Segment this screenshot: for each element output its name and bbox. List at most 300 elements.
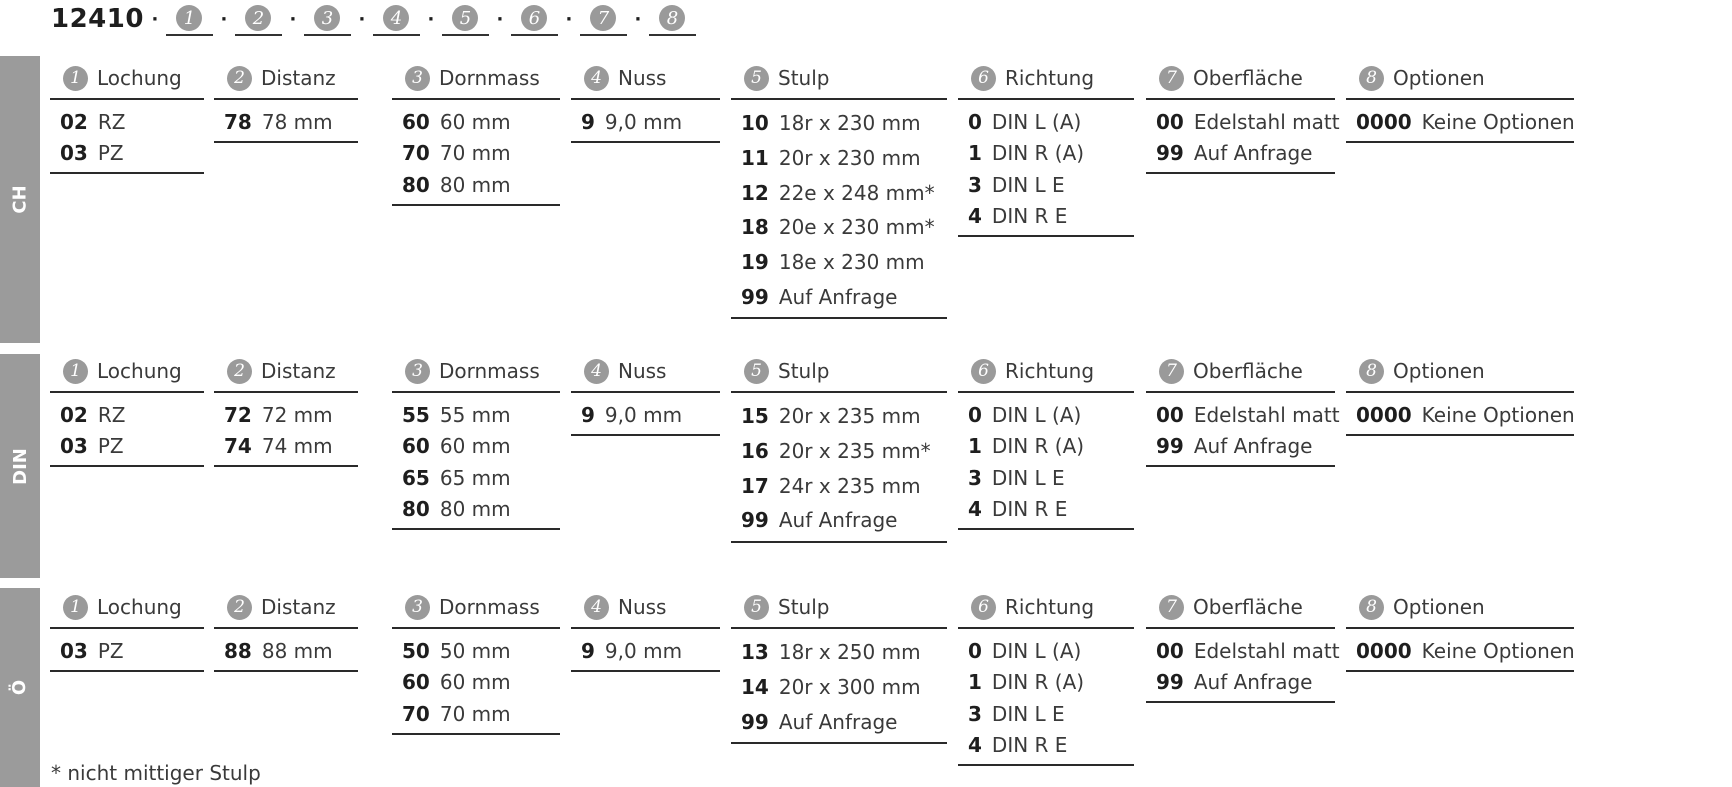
option-column [1346, 58, 1574, 143]
column-body [1346, 100, 1574, 143]
option-column [214, 58, 358, 143]
option-text: 9,0 mm [604, 109, 683, 134]
column-body [1146, 629, 1340, 703]
option-code: 18 [741, 215, 769, 240]
option-row [968, 667, 1134, 699]
option-code: 00 [1156, 638, 1184, 663]
separator-dot: · [151, 8, 159, 30]
column-header-label: Oberfläche [1193, 66, 1303, 90]
separator-dot: · [220, 8, 228, 30]
option-row [1356, 399, 1574, 431]
column-header [1146, 58, 1335, 100]
option-column [392, 587, 560, 735]
option-row [968, 399, 1134, 431]
option-code: 1 [968, 670, 982, 695]
option-code: 78 [224, 109, 252, 134]
column-header [731, 587, 947, 629]
option-row [741, 279, 947, 314]
option-column [958, 587, 1134, 766]
section-label-text: Ö [9, 679, 31, 696]
option-row [1356, 106, 1574, 138]
column-header [50, 587, 204, 629]
separator-dot: · [358, 8, 366, 30]
option-row [402, 494, 560, 526]
option-column [392, 351, 560, 530]
column-header-label: Dornmass [439, 359, 540, 383]
option-column [731, 58, 947, 319]
option-row [968, 462, 1134, 494]
column-number-icon: 2 [227, 66, 252, 91]
column-header [958, 351, 1134, 393]
option-text: Keine Optionen [1421, 638, 1575, 663]
option-row [1156, 106, 1340, 138]
column-header-label: Optionen [1393, 595, 1485, 619]
option-row [741, 468, 947, 503]
option-column [731, 587, 947, 744]
option-row [968, 698, 1134, 730]
option-column [50, 587, 204, 672]
option-row [741, 210, 947, 245]
option-code: 00 [1156, 109, 1184, 134]
column-body [731, 393, 947, 543]
option-code: 11 [741, 146, 769, 171]
option-code: 02 [60, 109, 88, 134]
option-text: Keine Optionen [1421, 402, 1575, 427]
column-header [50, 351, 204, 393]
column-number-icon: 6 [971, 595, 996, 620]
separator-dot: · [634, 8, 642, 30]
option-column [571, 58, 720, 143]
column-header [214, 351, 358, 393]
column-number-icon: 5 [744, 66, 769, 91]
column-header [50, 58, 204, 100]
option-column [1146, 58, 1340, 174]
column-body [1346, 629, 1574, 672]
option-row [741, 106, 947, 141]
column-number-icon: 5 [744, 595, 769, 620]
option-code: 50 [402, 638, 430, 663]
slot-2 [235, 2, 282, 36]
column-number-icon: 7 [1159, 595, 1184, 620]
column-number-icon: 1 [63, 595, 88, 620]
slot-number-icon: 7 [590, 5, 616, 31]
footnote: * nicht mittiger Stulp [51, 761, 261, 785]
column-number-icon: 7 [1159, 359, 1184, 384]
option-text: 78 mm [261, 109, 333, 134]
column-number-icon: 4 [584, 359, 609, 384]
column-header [958, 587, 1134, 629]
option-row [968, 431, 1134, 463]
option-text: DIN L (A) [991, 109, 1082, 134]
option-column [1146, 587, 1340, 703]
option-row [224, 431, 358, 463]
option-text: DIN R (A) [991, 141, 1085, 166]
option-row [741, 175, 947, 210]
column-body [392, 629, 560, 735]
column-header-label: Nuss [618, 595, 667, 619]
option-row [741, 503, 947, 538]
option-code: 60 [402, 434, 430, 459]
option-row [60, 431, 204, 463]
column-header [1346, 58, 1574, 100]
option-code: 12 [741, 180, 769, 205]
section-label-text: DIN [9, 447, 31, 485]
option-text: Edelstahl matt [1193, 638, 1340, 663]
column-number-icon: 2 [227, 359, 252, 384]
column-header-label: Richtung [1005, 66, 1095, 90]
column-header-label: Nuss [618, 359, 667, 383]
column-header-label: Distanz [261, 595, 336, 619]
option-row [968, 106, 1134, 138]
column-header-label: Stulp [778, 595, 830, 619]
column-body [1146, 100, 1340, 174]
column-header [1346, 587, 1574, 629]
option-text: Edelstahl matt [1193, 402, 1340, 427]
column-header [571, 351, 720, 393]
column-header [392, 58, 560, 100]
option-code: 88 [224, 638, 252, 663]
option-text: 72 mm [261, 402, 333, 427]
option-code: 99 [741, 709, 769, 734]
option-text: DIN R E [991, 204, 1068, 229]
option-text: Auf Anfrage [778, 709, 898, 734]
column-header [392, 587, 560, 629]
slot-3 [304, 2, 351, 36]
column-header [1346, 351, 1574, 393]
option-row [402, 635, 560, 667]
column-header-label: Lochung [97, 595, 182, 619]
option-row [1156, 635, 1340, 667]
option-text: Auf Anfrage [778, 284, 898, 309]
column-header [731, 58, 947, 100]
option-code: 03 [60, 638, 88, 663]
option-row [741, 141, 947, 176]
option-row [968, 169, 1134, 201]
option-code: 3 [968, 701, 982, 726]
option-code: 99 [1156, 670, 1184, 695]
option-row [402, 399, 560, 431]
column-number-icon: 3 [405, 359, 430, 384]
option-column [958, 58, 1134, 237]
separator-dot: · [289, 8, 297, 30]
option-text: DIN L (A) [991, 638, 1082, 663]
option-code: 70 [402, 141, 430, 166]
option-code: 9 [581, 402, 595, 427]
column-body [571, 629, 720, 672]
slot-number-icon: 8 [659, 5, 685, 31]
column-body [214, 100, 358, 143]
option-row [224, 399, 358, 431]
option-column [1346, 587, 1574, 672]
option-text: 80 mm [439, 172, 511, 197]
option-row [402, 169, 560, 201]
option-text: 70 mm [439, 701, 511, 726]
option-code: 65 [402, 465, 430, 490]
option-code: 0000 [1356, 638, 1412, 663]
option-text: 18e x 230 mm [778, 250, 925, 275]
option-row [60, 138, 204, 170]
slot-6 [511, 2, 558, 36]
option-text: DIN L E [991, 465, 1065, 490]
section-label-text: CH [9, 185, 31, 214]
option-row [741, 704, 947, 739]
option-text: 20r x 230 mm [778, 146, 921, 171]
column-number-icon: 7 [1159, 66, 1184, 91]
option-row [968, 730, 1134, 762]
option-row [741, 635, 947, 670]
option-column [392, 58, 560, 206]
option-code: 0 [968, 638, 982, 663]
option-row [1356, 635, 1574, 667]
option-row [741, 245, 947, 280]
option-row [968, 635, 1134, 667]
option-row [402, 698, 560, 730]
option-code: 99 [741, 508, 769, 533]
separator-dot: · [565, 8, 573, 30]
option-text: 60 mm [439, 670, 511, 695]
column-body [958, 100, 1134, 237]
option-text: PZ [97, 638, 124, 663]
column-number-icon: 8 [1359, 359, 1384, 384]
column-header-label: Optionen [1393, 66, 1485, 90]
option-code: 1 [968, 141, 982, 166]
option-code: 0 [968, 109, 982, 134]
option-code: 15 [741, 404, 769, 429]
slot-number-icon: 5 [452, 5, 478, 31]
option-text: DIN R (A) [991, 670, 1085, 695]
option-row [741, 399, 947, 434]
option-code: 4 [968, 204, 982, 229]
column-number-icon: 5 [744, 359, 769, 384]
option-column [50, 58, 204, 174]
option-code: 0000 [1356, 109, 1412, 134]
option-row [741, 670, 947, 705]
column-number-icon: 6 [971, 66, 996, 91]
column-header [214, 58, 358, 100]
column-header-label: Oberfläche [1193, 595, 1303, 619]
option-code: 00 [1156, 402, 1184, 427]
option-row [1156, 667, 1335, 699]
separator-dot: · [496, 8, 504, 30]
option-text: Auf Anfrage [778, 508, 898, 533]
option-column [214, 587, 358, 672]
column-body [571, 393, 720, 436]
option-text: RZ [97, 402, 126, 427]
column-header [214, 587, 358, 629]
option-text: DIN L (A) [991, 402, 1082, 427]
option-code: 4 [968, 733, 982, 758]
option-text: 9,0 mm [604, 402, 683, 427]
option-text: 22e x 248 mm* [778, 180, 935, 205]
option-row [1156, 399, 1340, 431]
option-text: Keine Optionen [1421, 109, 1575, 134]
column-header [571, 587, 720, 629]
option-row [224, 635, 358, 667]
option-text: 20r x 235 mm [778, 404, 921, 429]
column-header-label: Lochung [97, 359, 182, 383]
option-text: 60 mm [439, 434, 511, 459]
section-label-0 [0, 56, 40, 343]
column-header-label: Optionen [1393, 359, 1485, 383]
option-text: PZ [97, 434, 124, 459]
column-number-icon: 1 [63, 359, 88, 384]
option-text: DIN R E [991, 733, 1068, 758]
option-text: 65 mm [439, 465, 511, 490]
column-header-label: Lochung [97, 66, 182, 90]
option-text: Edelstahl matt [1193, 109, 1340, 134]
option-text: PZ [97, 141, 124, 166]
option-text: 60 mm [439, 109, 511, 134]
option-code: 4 [968, 497, 982, 522]
option-code: 16 [741, 439, 769, 464]
column-body [1146, 393, 1340, 467]
option-row [402, 431, 560, 463]
column-number-icon: 2 [227, 595, 252, 620]
option-text: 18r x 230 mm [778, 111, 921, 136]
option-column [571, 587, 720, 672]
option-column [731, 351, 947, 543]
column-body [958, 629, 1134, 766]
option-row [968, 201, 1134, 233]
slot-number-icon: 2 [245, 5, 271, 31]
column-body [392, 100, 560, 206]
option-code: 55 [402, 402, 430, 427]
slot-7 [580, 2, 627, 36]
option-text: 20r x 235 mm* [778, 439, 931, 464]
column-body [214, 629, 358, 672]
column-header [571, 58, 720, 100]
option-text: 20e x 230 mm* [778, 215, 935, 240]
separator-dot: · [427, 8, 435, 30]
option-code: 02 [60, 402, 88, 427]
column-number-icon: 8 [1359, 595, 1384, 620]
column-header-label: Richtung [1005, 595, 1095, 619]
article-number-header [51, 0, 696, 38]
option-text: Auf Anfrage [1193, 670, 1313, 695]
column-body [1346, 393, 1574, 436]
option-row [1156, 431, 1335, 463]
slot-5 [442, 2, 489, 36]
column-number-icon: 4 [584, 66, 609, 91]
option-text: 9,0 mm [604, 638, 683, 663]
option-code: 9 [581, 109, 595, 134]
option-row [741, 434, 947, 469]
column-number-icon: 1 [63, 66, 88, 91]
option-column [214, 351, 358, 467]
option-column [571, 351, 720, 436]
option-row [402, 667, 560, 699]
option-row [1156, 138, 1335, 170]
column-header [392, 351, 560, 393]
option-row [581, 635, 720, 667]
slot-8 [649, 2, 696, 36]
slot-number-icon: 4 [383, 5, 409, 31]
option-text: DIN L E [991, 701, 1065, 726]
option-code: 03 [60, 141, 88, 166]
option-row [60, 106, 204, 138]
option-text: 20r x 300 mm [778, 675, 921, 700]
option-code: 3 [968, 465, 982, 490]
option-code: 9 [581, 638, 595, 663]
option-code: 70 [402, 701, 430, 726]
article-code: 12410 [51, 4, 144, 34]
column-body [214, 393, 358, 467]
option-text: DIN L E [991, 172, 1065, 197]
option-code: 72 [224, 402, 252, 427]
option-column [1346, 351, 1574, 436]
option-row [402, 106, 560, 138]
option-text: Auf Anfrage [1193, 434, 1313, 459]
column-header-label: Dornmass [439, 66, 540, 90]
column-header-label: Dornmass [439, 595, 540, 619]
column-header [958, 58, 1134, 100]
option-text: 24r x 235 mm [778, 473, 921, 498]
option-code: 80 [402, 497, 430, 522]
option-code: 13 [741, 640, 769, 665]
option-text: 50 mm [439, 638, 511, 663]
option-text: 88 mm [261, 638, 333, 663]
column-header [731, 351, 947, 393]
option-row [60, 399, 204, 431]
column-body [958, 393, 1134, 530]
option-code: 99 [741, 284, 769, 309]
column-header [1146, 587, 1335, 629]
option-code: 0000 [1356, 402, 1412, 427]
column-number-icon: 4 [584, 595, 609, 620]
column-body [731, 629, 947, 744]
option-row [402, 462, 560, 494]
option-text: 80 mm [439, 497, 511, 522]
slot-4 [373, 2, 420, 36]
option-text: DIN R E [991, 497, 1068, 522]
column-header-label: Oberfläche [1193, 359, 1303, 383]
column-number-icon: 8 [1359, 66, 1384, 91]
option-row [968, 138, 1134, 170]
option-row [968, 494, 1134, 526]
option-row [60, 635, 204, 667]
option-code: 99 [1156, 434, 1184, 459]
option-row [581, 399, 720, 431]
option-row [402, 138, 560, 170]
option-text: 70 mm [439, 141, 511, 166]
option-text: Auf Anfrage [1193, 141, 1313, 166]
slot-number-icon: 3 [314, 5, 340, 31]
column-header-label: Distanz [261, 66, 336, 90]
option-text: 18r x 250 mm [778, 640, 921, 665]
option-column [1146, 351, 1340, 467]
column-body [50, 629, 204, 672]
column-body [392, 393, 560, 530]
option-code: 99 [1156, 141, 1184, 166]
column-body [50, 100, 204, 174]
option-code: 10 [741, 111, 769, 136]
option-code: 03 [60, 434, 88, 459]
column-number-icon: 6 [971, 359, 996, 384]
column-body [571, 100, 720, 143]
option-text: RZ [97, 109, 126, 134]
slot-number-icon: 1 [176, 5, 202, 31]
slot-1 [166, 2, 213, 36]
option-code: 60 [402, 109, 430, 134]
option-text: 55 mm [439, 402, 511, 427]
column-header-label: Stulp [778, 359, 830, 383]
column-header-label: Richtung [1005, 359, 1095, 383]
option-code: 1 [968, 434, 982, 459]
slot-number-icon: 6 [521, 5, 547, 31]
column-body [731, 100, 947, 319]
option-row [224, 106, 358, 138]
option-code: 74 [224, 434, 252, 459]
